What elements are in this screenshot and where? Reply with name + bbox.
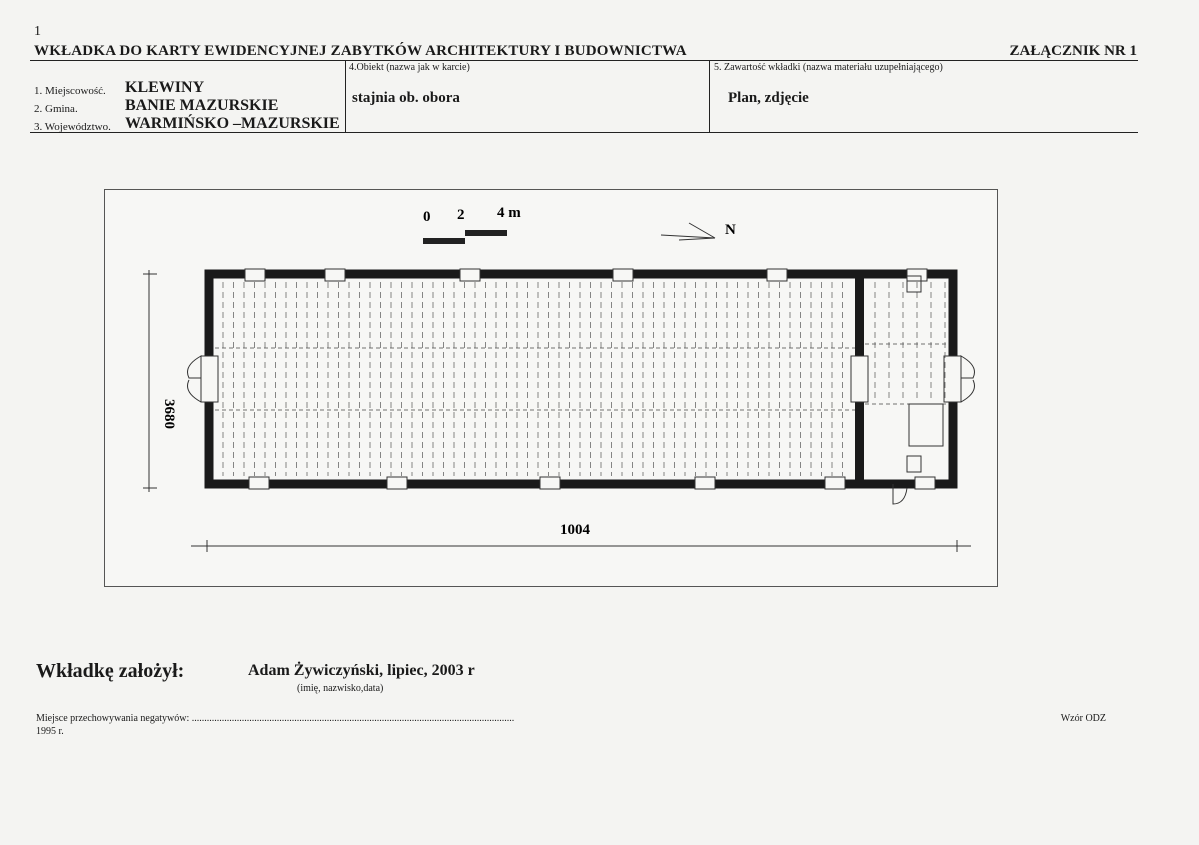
contents-value: Plan, zdjęcie (728, 90, 809, 106)
stall-grid (215, 344, 947, 410)
column-divider-2 (709, 60, 710, 132)
locality-label: 1. Miejscowość. (34, 85, 106, 97)
document-title: WKŁADKA DO KARTY EWIDENCYJNEJ ZABYTKÓW ARCHITEKTURY I BUDOWNICTWA (34, 43, 687, 59)
stair-bottom-icon (907, 456, 921, 472)
page-number: 1 (34, 24, 41, 39)
signed-by-label: Wkładkę założył: (36, 660, 185, 682)
negatives-storage-label: Miejsce przechowywania negatywów: ................................................................................................................................. (36, 713, 515, 724)
author-line: Adam Żywiczyński, lipiec, 2003 r (248, 662, 475, 679)
object-value: stajnia ob. obora (352, 90, 460, 106)
scale-label-2: 2 (457, 207, 465, 223)
width-dimension-label: 1004 (560, 522, 590, 538)
commune-value: BANIE MAZURSKIE (125, 97, 279, 114)
east-door (944, 356, 961, 402)
east-door-swing (961, 356, 975, 402)
province-value: WARMIŃSKO –MAZURSKIE (125, 115, 340, 132)
scale-label-4m: 4 m (497, 205, 521, 221)
commune-label: 2. Gmina. (34, 103, 78, 115)
scale-bar-segment-2 (465, 230, 507, 236)
floor-plan-frame (104, 189, 998, 587)
west-door (201, 356, 218, 402)
north-arrow-icon (661, 223, 715, 240)
height-dimension-line (143, 270, 157, 492)
room-dividers (875, 282, 945, 400)
annex-label: ZAŁĄCZNIK NR 1 (1009, 43, 1137, 59)
negatives-year: 1995 r. (36, 726, 64, 737)
locality-value: KLEWINY (125, 79, 205, 96)
west-door-swing (188, 356, 202, 402)
pattern-label: Wzór ODZ (1060, 713, 1106, 724)
scale-label-0: 0 (423, 209, 431, 225)
object-label: 4.Obiekt (nazwa jak w karcie) (349, 62, 470, 73)
stall-dividers (223, 282, 843, 476)
utility-room (909, 404, 943, 446)
scale-bar-segment-1 (423, 238, 465, 244)
north-label: N (725, 222, 736, 238)
header-top-rule (30, 60, 1138, 61)
column-divider-1 (345, 60, 346, 132)
partition-door (851, 356, 868, 402)
province-label: 3. Województwo. (34, 121, 111, 133)
outer-wall (209, 274, 953, 484)
height-dimension-label: 3680 (161, 399, 177, 429)
floor-plan-drawing (105, 190, 997, 586)
width-dimension-line (191, 540, 971, 552)
contents-label: 5. Zawartość wkładki (nazwa materiału uzupełniającego) (714, 62, 943, 73)
author-hint: (imię, nazwisko,data) (297, 683, 384, 694)
